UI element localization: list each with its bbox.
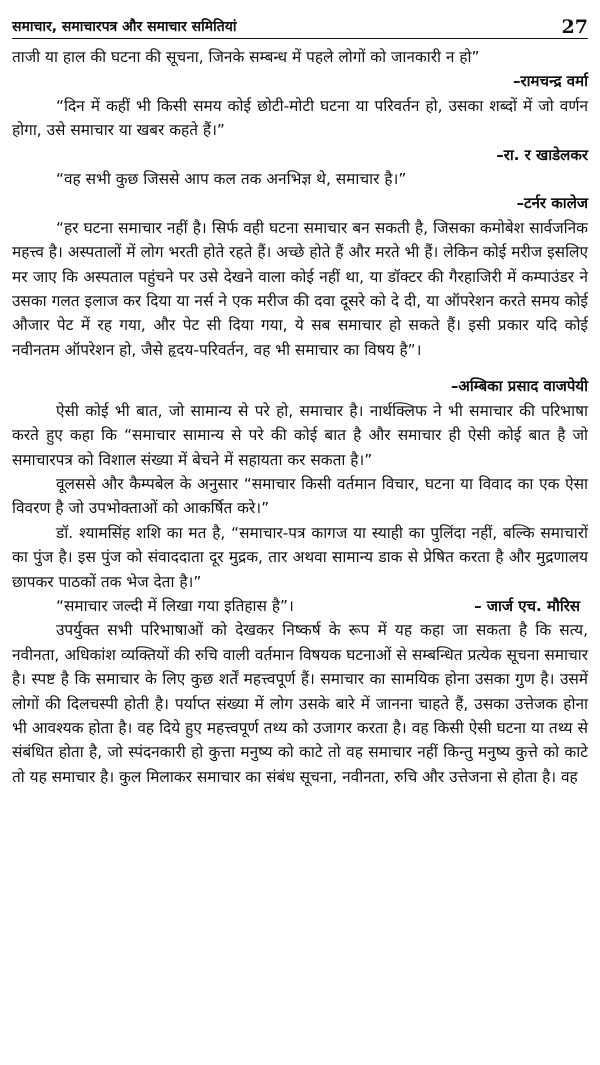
attribution-ambika-prasad-vajpeyi: –अम्बिका प्रसाद वाजपेयी (450, 377, 588, 396)
quote-with-attribution-row (12, 594, 588, 618)
paragraph-shyam-singh-shashi: डॉ. श्यामसिंह शशि का मत है, “समाचार-पत्र कागज या स्याही का पुलिंदा नहीं, बल्कि समाचारों का पुंज है। इस पुंज को संवाददाता दूर मुद्रक, तार अथवा सामान्य डाक से प्रेषित करता है और मुद्रणालय छापकर पाठकों तक भेज देता है।” (12, 523, 588, 591)
page-number: 27 (561, 16, 588, 38)
paragraph-definition-4: “हर घटना समाचार नहीं है। सिर्फ वही घटना समाचार बन सकती है, जिसका कमोबेश सार्वजनिक महत्त्व है। अस्पतालों में लोग भरती होते रहते हैं। अच्छे होते हैं और मरते भी हैं। लेकिन कोई मरीज इसलिए मर जाए कि अस्पताल पहुंचने पर उसे देखने वाला कोई नहीं था, या डॉक्टर की गैरहाजिरी में कम्पाउंडर ने उसका गलत इलाज कर दिया या नर्स ने एक मरीज की दवा दूसरे को दे दी, या ऑपरेशन करते समय कोई औजार पेट में रह गया, और पेट सी दिया गया, ये सब समाचार हो सकते हैं। इसी प्रकार यदि कोई नवीनतम ऑपरेशन हो, जैसे हृदय-परिवर्तन, वह भी समाचार का विषय है”। (12, 218, 588, 359)
paragraph-conclusion: उपर्युक्त सभी परिभाषाओं को देखकर निष्कर्ष के रूप में यह कहा जा सकता है कि सत्य, नवीनता, अधिकांश व्यक्तियों की रुचि वाली वर्तमान विषयक घटनाओं से सम्बन्धित प्रत्येक सूचना समाचार है। स्पष्ट है कि समाचार के लिए कुछ शर्तें महत्त्वपूर्ण हैं। समाचार का सामयिक होना उसका गुण है। उसमें लोगों की दिलचस्पी होती है। पर्याप्त संख्या में लोग उसके बारे में जानना चाहते हैं, उसका उत्तेजक होना भी आवश्यक होता है। वह दिये हुए महत्त्वपूर्ण तथ्य को उजागर करता है। वह किसी ऐसी घटना या तथ्य से संबंधित होता है, जो स्पंदनकारी हो कुत्ता मनुष्य को काटे तो वह समाचार नहीं किन्तु मनुष्य कुत्ते को काटे तो यह समाचार है। कुल मिलाकर समाचार का संबंध सूचना, नवीनता, रुचि और उत्तेजना से होता है। वह (12, 621, 588, 786)
quote-history-in-hurry: “समाचार जल्दी में लिखा गया इतिहास है”। (56, 596, 294, 615)
attribution-george-h-morris: – जार्ज एच. मौरिस (474, 596, 580, 615)
page-header (12, 10, 588, 39)
paragraph-northcliffe: ऐसी कोई भी बात, जो सामान्य से परे हो, समाचार है। नार्थक्लिफ ने भी समाचार की परिभाषा करते हुए कहा कि “समाचार सामान्य से परे की कोई बात है और समाचार ही ऐसी कोई बात है जो समाचारपत्र को विशाल संख्या में बेचने में सहायता कर सकता है।” (12, 401, 588, 469)
running-head: समाचार, समाचारपत्र और समाचार समितियां (12, 19, 237, 35)
attribution-khadelkar: –रा. र खाडेलकर (496, 145, 588, 164)
paragraph-woolsey-campbell: वूलससे और कैम्पबेल के अनुसार “समाचार किसी वर्तमान विचार, घटना या विवाद का एक ऐसा विवरण है जो उपभोक्ताओं को आकर्षित करे।” (12, 474, 588, 518)
attribution-turner-college: –टर्नर कालेज (516, 194, 588, 213)
paragraph-definition-2: “दिन में कहीं भी किसी समय कोई छोटी-मोटी घटना या परिवर्तन हो, उसका शब्दों में जो वर्णन होगा, उसे समाचार या खबर कहते हैं।” (12, 96, 588, 140)
attribution-ramchandra-verma: –रामचन्द्र वर्मा (512, 72, 588, 91)
body-text (12, 45, 588, 789)
paragraph-definition-3: “वह सभी कुछ जिससे आप कल तक अनभिज्ञ थे, समाचार है।” (56, 170, 407, 189)
paragraph-definition-1-end: ताजी या हाल की घटना की सूचना, जिनके सम्बन्ध में पहले लोगों को जानकारी न हो” (12, 48, 480, 66)
